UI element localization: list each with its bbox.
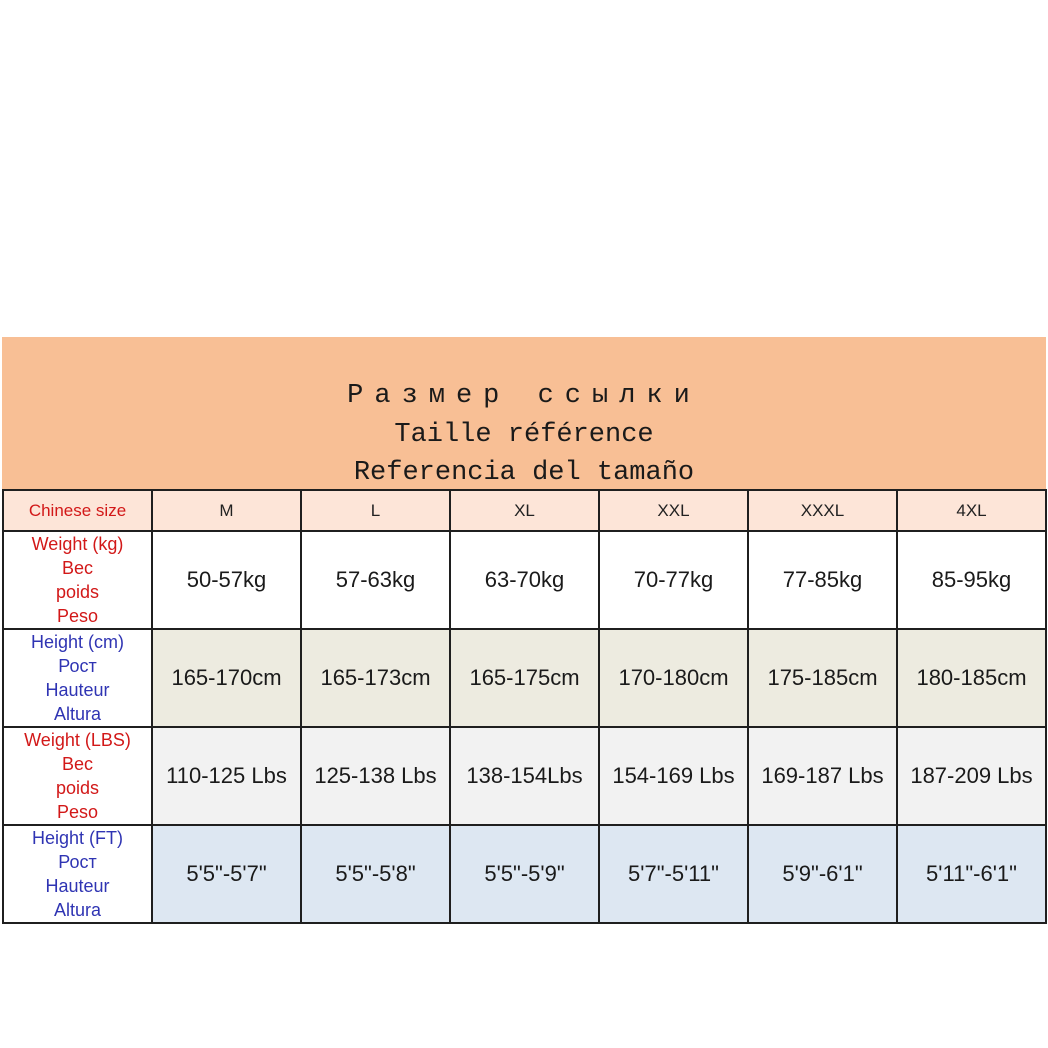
size-header-row bbox=[3, 490, 1046, 531]
row-label-line: Peso bbox=[56, 802, 99, 822]
table-cell: 5'5"-5'7" bbox=[152, 825, 301, 923]
table-cell: 5'5"-5'8" bbox=[301, 825, 450, 923]
row-label-line: Weight (LBS) bbox=[24, 730, 131, 750]
title-spanish: Referencia del tamaño bbox=[353, 458, 695, 488]
table-cell: 57-63kg bbox=[301, 531, 450, 629]
table-cell: 180-185cm bbox=[897, 629, 1046, 727]
row-label-height-cm bbox=[3, 629, 152, 727]
table-cell: 5'5"-5'9" bbox=[450, 825, 599, 923]
row-label-line: Height (cm) bbox=[30, 632, 124, 652]
size-chart-table bbox=[2, 489, 1047, 924]
row-label-line: Вес bbox=[61, 558, 94, 578]
table-cell: 5'9"-6'1" bbox=[748, 825, 897, 923]
title-french: Taille référence bbox=[394, 420, 654, 450]
row-label-line: Рост bbox=[58, 852, 97, 872]
table-cell: 125-138 Lbs bbox=[301, 727, 450, 825]
size-row-label: Chinese size bbox=[3, 490, 152, 531]
row-label-line: Altura bbox=[53, 704, 102, 724]
table-cell: 165-170cm bbox=[152, 629, 301, 727]
table-cell: 85-95kg bbox=[897, 531, 1046, 629]
table-cell: 5'7"-5'11" bbox=[599, 825, 748, 923]
row-label-line: Вес bbox=[61, 754, 94, 774]
row-label-line: Altura bbox=[53, 900, 102, 920]
size-header-cell: 4XL bbox=[897, 490, 1046, 531]
table-cell: 170-180cm bbox=[599, 629, 748, 727]
row-label-line: Hauteur bbox=[45, 876, 110, 896]
table-cell: 175-185cm bbox=[748, 629, 897, 727]
table-cell: 138-154Lbs bbox=[450, 727, 599, 825]
table-row-height-ft bbox=[3, 825, 1046, 923]
table-cell: 77-85kg bbox=[748, 531, 897, 629]
size-header-cell: XL bbox=[450, 490, 599, 531]
table-cell: 154-169 Lbs bbox=[599, 727, 748, 825]
table-cell: 165-173cm bbox=[301, 629, 450, 727]
table-cell: 50-57kg bbox=[152, 531, 301, 629]
row-label-weight-lbs bbox=[3, 727, 152, 825]
size-header-cell: XXXL bbox=[748, 490, 897, 531]
row-label-line: Weight (kg) bbox=[31, 534, 124, 554]
table-cell: 110-125 Lbs bbox=[152, 727, 301, 825]
table-row-weight-kg bbox=[3, 531, 1046, 629]
size-header-cell: M bbox=[152, 490, 301, 531]
row-label-line: poids bbox=[55, 582, 100, 602]
table-row-weight-lbs bbox=[3, 727, 1046, 825]
row-label-line: poids bbox=[55, 778, 100, 798]
row-label-height-ft bbox=[3, 825, 152, 923]
table-cell: 165-175cm bbox=[450, 629, 599, 727]
table-cell: 5'11"-6'1" bbox=[897, 825, 1046, 923]
row-label-line: Height (FT) bbox=[31, 828, 123, 848]
row-label-line: Hauteur bbox=[45, 680, 110, 700]
size-header-cell: XXL bbox=[599, 490, 748, 531]
size-header-cell: L bbox=[301, 490, 450, 531]
table-cell: 169-187 Lbs bbox=[748, 727, 897, 825]
table-cell: 63-70kg bbox=[450, 531, 599, 629]
row-label-weight-kg bbox=[3, 531, 152, 629]
row-label-line: Peso bbox=[56, 606, 99, 626]
row-label-line: Рост bbox=[58, 656, 97, 676]
table-cell: 70-77kg bbox=[599, 531, 748, 629]
title-russian: Размер ссылки bbox=[347, 381, 701, 411]
table-cell: 187-209 Lbs bbox=[897, 727, 1046, 825]
table-row-height-cm bbox=[3, 629, 1046, 727]
